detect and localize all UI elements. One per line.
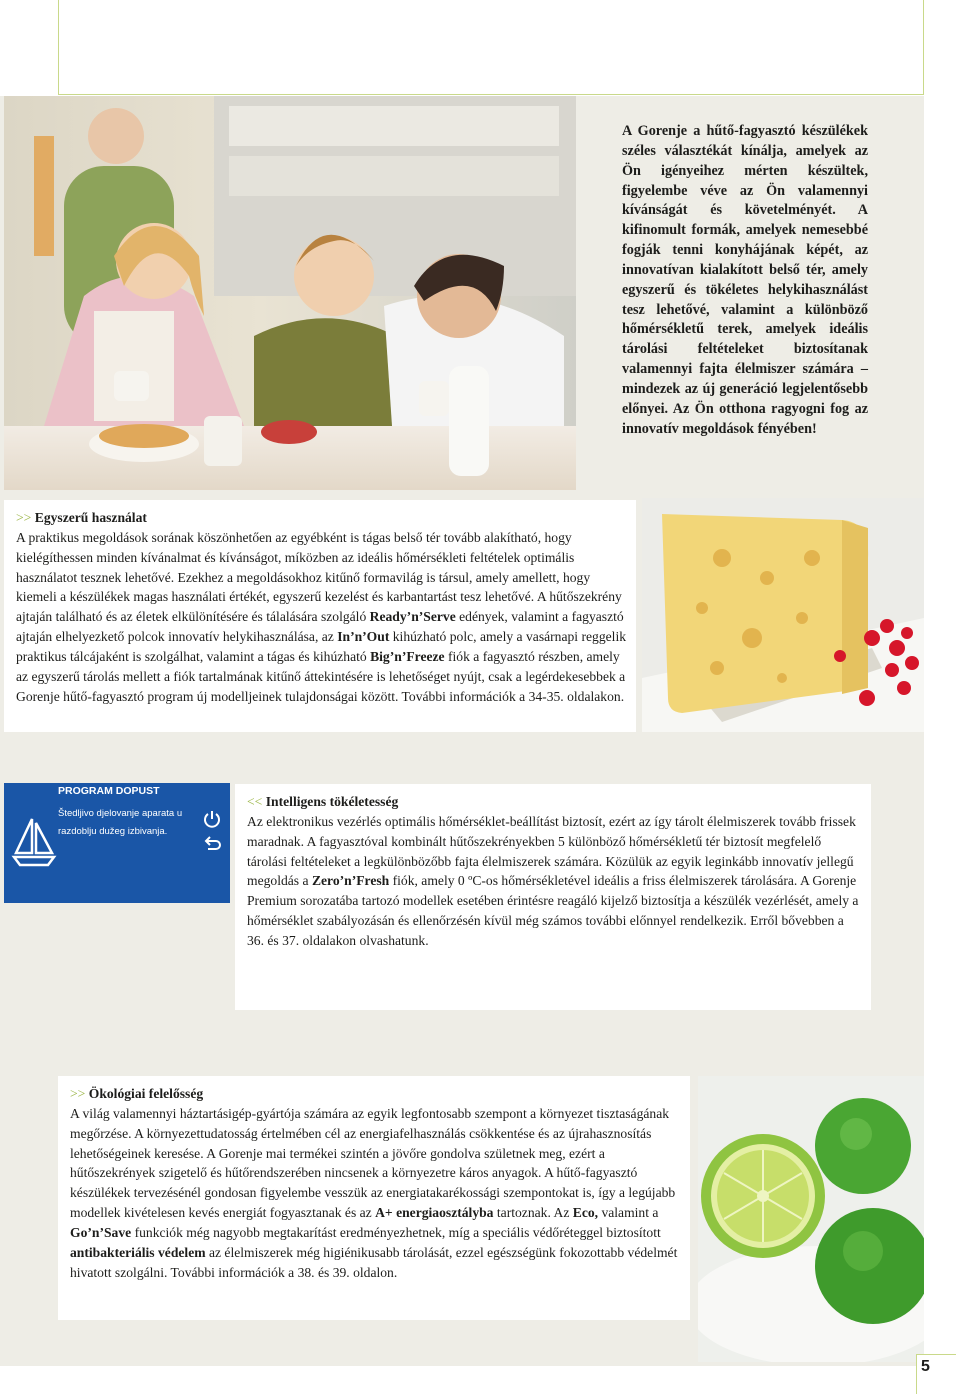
feature-name: Eco, (572, 1205, 599, 1221)
feature-name: Big’n’Freeze (370, 648, 445, 664)
feature-name: Zero’n’Fresh (311, 873, 390, 889)
cheese-photo (642, 498, 924, 732)
arrow-right-icon: >> (70, 1086, 86, 1101)
feature-name: In’n’Out (337, 629, 390, 645)
arrow-right-icon: >> (16, 510, 32, 525)
section-easy-use (4, 500, 636, 732)
feature-name: Ready’n’Serve (369, 609, 456, 625)
paragraph-part: A világ valamennyi háztartásigép-gyártója számára az egyik legfontosabb szempont a környezet tisztaságának megőrzése. A környezettudatosság értelmében cél az energiafelhasználás csökkentése és az újrahasznosítás lehetőségeinek keresése. A Gorenje mai termékei szintén a jövőre gondolva születnek meg, ezért a hűtőszekrények szigetelő és hűtőrendszerében nincsenek a környezetre káros anyagok. A hűtő-fagyasztó készülékek tervezésénél gondosan figyelembe vesszük az energiatakarékossági szempontokat is, így a legújabb modellek kivételesen kevés energiát fogyasztanak és az (70, 1105, 676, 1221)
paragraph-part: fiók a fagyasztó részben, amely az egyszerű tárolás mellett a fiók tartalmának kitűnő áttekintésére is lehetőséget nyújt, csak a legérdekesebbek a Gorenje hűtő-fagyasztó program új modelljeinek tulajdonságai között. További információk a 34-35. oldalakon. (16, 648, 626, 704)
panel-title: PROGRAM DOPUST (58, 785, 160, 797)
paragraph-part: az élelmiszerek még higiénikusabb tárolását, ezzel egészségünk fokozottabb védelmét hivatott szolgálni. További információk a 38. és 39. oldalon. (70, 1244, 678, 1280)
feature-name: antibakteriális védelem (70, 1244, 206, 1260)
control-panel-photo (4, 783, 230, 903)
paragraph-part: kihúzható polc, amely a vasárnapi reggelik praktikus tálcájaként is szolgálhat, valamint a tágas és kihúzható (16, 629, 627, 664)
section-ecology (58, 1076, 690, 1320)
section-heading: Ökológiai felelősség (88, 1086, 204, 1101)
family-breakfast-photo (4, 96, 576, 490)
panel-line-2: razdoblju dužeg izbivanja. (58, 826, 168, 837)
sailboat-icon (10, 815, 58, 867)
return-icon (202, 833, 222, 853)
paragraph-part: tartoznak. Az (493, 1205, 573, 1221)
page-number: 5 (916, 1354, 956, 1394)
paragraph-part: fiók, amely 0 ºC-os hőmérsékletével ideális a friss élelmiszerek tárolására. A Gorenje Premium sorozatába tartozó modellek esetében érintésre reagáló kijelző biztosítja a készülék vezérlését, amely a hőmérséklet szabályozásán és ellenőrzésén kívül még számos további előnnyel rendelkezik. Erről bővebben a 36. és 37. oldalakon olvashatunk. (247, 873, 859, 948)
limes-photo (698, 1076, 924, 1362)
paragraph-part: edények, valamint a fagyasztó ajtaján elhelyezkető polcok innovatív helykihasználása, az (16, 609, 624, 645)
header-box (58, 0, 924, 95)
feature-name: Go’n’Save (70, 1224, 132, 1240)
section-ecology-text (70, 1084, 682, 1282)
intro-text: A Gorenje a hűtő-fagyasztó készülékek széles választékát kínálja, amelyek az Ön igényeihez mérten készültek, figyelembe véve az Ön valamennyi kívánságát és követelményét. A kifinomult formák, amelyek nemesebbé fogják tenni konyhájának képét, az innovatívan kialakított belső tér, amely egyszerű és tökéletes helykihasználást tesz lehetővé, valamint a különböző hőmérsékletű terek, amelyek ideális tárolási feltételeket biztosítanak valamennyi fajta élelmiszer számára – mindezek az új generáció legjelentősebb előnyei. Az Ön otthona ragyogni fog az innovatív megoldások fényében! (622, 123, 868, 437)
paragraph-part: funkciók még nagyobb megtakarítást eredményezhetnek, míg a speciális védőréteggel biztosított (131, 1224, 661, 1240)
arrow-left-icon: << (247, 794, 263, 809)
section-heading: Egyszerű használat (34, 510, 147, 525)
section-heading: Intelligens tökéletesség (265, 794, 399, 809)
paragraph-part: Az elektronikus vezérlés optimális hőmérséklet-beállítást biztosít, ezért az így tárolt élelmiszerek tovább frissek maradnak. A fagyasztóval kombinált hűtőszekrényekben 5 különböző hőmérsékletű tér biztosít megfelelő tárolási feltételeket a legkülönbözőbb fajta élelmiszerek számára. Közülük az egyik leginkább innovatív jellegű megoldás a (247, 813, 856, 889)
paragraph-part: A praktikus megoldások sorának köszönhetően az egyébként is tágas belső tér tovább alakítható, hogy kielégíthessen minden kívánalmat és kívánságot, míközben az ideális hőmérsékleti feltételek optimális használatot tesznek lehetővé. Ezekhez a megoldásokhoz kitűnő formavilág is társul, amely amellett, hogy kiemeli a készülékek magas használati értékét, egyszerű kezelést és karbantartást tesz lehetővé. A hűtőszekrény ajtaján található és az életek elkülönítésére és tálalására szolgáló (16, 529, 622, 625)
feature-name: A+ energiaosztályba (375, 1205, 494, 1221)
power-icon (202, 809, 222, 829)
paragraph-part: valamint a (598, 1205, 659, 1221)
section-intelligent (235, 784, 871, 1010)
panel-line-1: Štedljivo djelovanje aparata u (58, 808, 183, 819)
section-intelligent-text (247, 792, 863, 951)
section-easy-use-text (16, 508, 626, 706)
